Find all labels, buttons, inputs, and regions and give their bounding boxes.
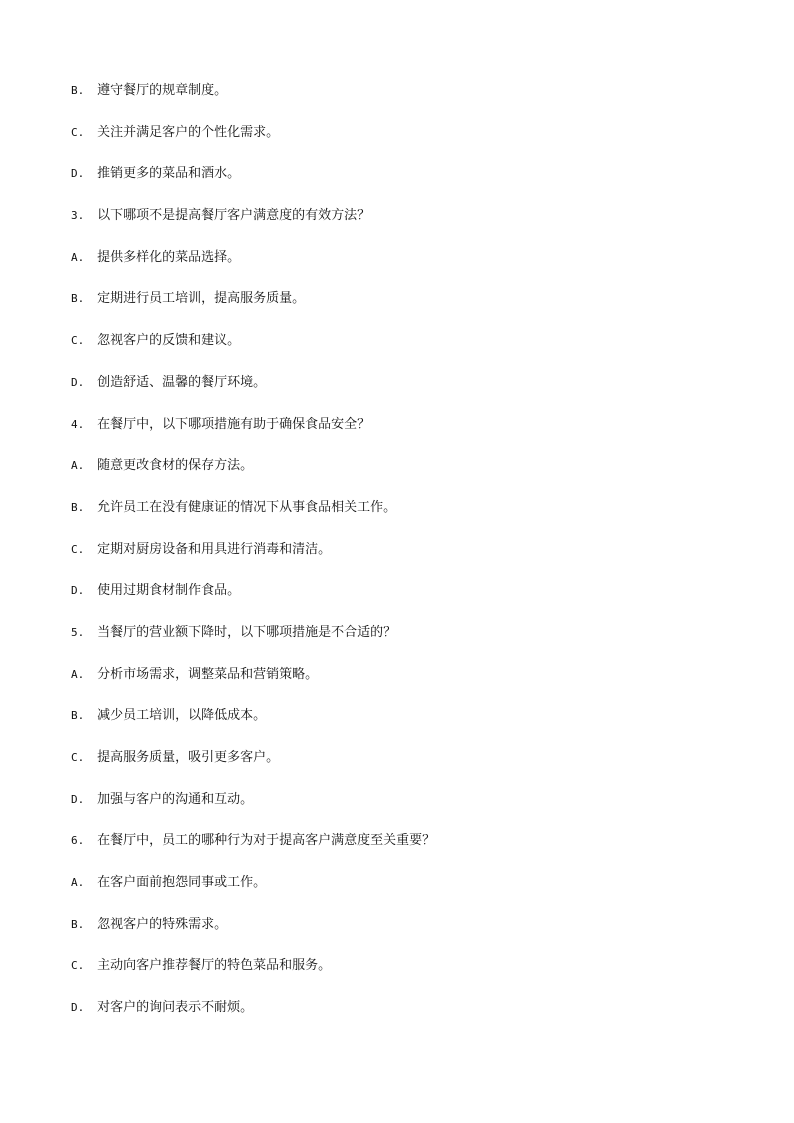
question-text: 在餐厅中，以下哪项措施有助于确保食品安全？ — [97, 416, 371, 432]
option-label: A. — [71, 459, 85, 473]
option-text: 忽视客户的特殊需求。 — [97, 916, 228, 932]
question-list — [71, 80, 751, 1039]
option-text: 定期进行员工培训，提高服务质量。 — [97, 291, 306, 307]
option-label: C. — [71, 542, 85, 556]
option-label: C. — [71, 334, 85, 348]
option-line — [71, 705, 751, 747]
question-line — [71, 414, 751, 456]
option-label: A. — [71, 667, 85, 681]
option-line — [71, 872, 751, 914]
question-text: 以下哪项不是提高餐厅客户满意度的有效方法？ — [97, 208, 371, 224]
option-label: B. — [71, 500, 85, 514]
question-number: 4. — [71, 417, 85, 431]
option-text: 对客户的询问表示不耐烦。 — [97, 1000, 254, 1016]
option-text: 提供多样化的菜品选择。 — [97, 249, 241, 265]
question-line — [71, 622, 751, 664]
question-line — [71, 205, 751, 247]
option-label: D. — [71, 792, 85, 806]
option-line — [71, 955, 751, 997]
option-text: 允许员工在没有健康证的情况下从事食品相关工作。 — [97, 499, 397, 515]
option-line — [71, 580, 751, 622]
option-label: B. — [71, 917, 85, 931]
option-line — [71, 163, 751, 205]
option-line — [71, 789, 751, 831]
option-label: A. — [71, 250, 85, 264]
option-text: 创造舒适、温馨的餐厅环境。 — [97, 374, 267, 390]
option-label: D. — [71, 584, 85, 598]
option-text: 随意更改食材的保存方法。 — [97, 458, 254, 474]
option-text: 减少员工培训，以降低成本。 — [97, 708, 267, 724]
option-line — [71, 80, 751, 122]
question-text: 当餐厅的营业额下降时，以下哪项措施是不合适的？ — [97, 624, 397, 640]
option-label: D. — [71, 167, 85, 181]
option-text: 遵守餐厅的规章制度。 — [97, 83, 228, 98]
option-text: 忽视客户的反馈和建议。 — [97, 333, 241, 349]
option-line — [71, 664, 751, 706]
option-label: C. — [71, 125, 85, 139]
option-line — [71, 247, 751, 289]
option-text: 推销更多的菜品和酒水。 — [97, 166, 241, 182]
option-text: 定期对厨房设备和用具进行消毒和清洁。 — [97, 541, 332, 557]
option-text: 分析市场需求，调整菜品和营销策略。 — [97, 666, 319, 682]
option-line — [71, 372, 751, 414]
option-line — [71, 288, 751, 330]
option-text: 在客户面前抱怨同事或工作。 — [97, 875, 267, 891]
option-label: C. — [71, 751, 85, 764]
option-text: 加强与客户的沟通和互动。 — [97, 791, 254, 807]
question-text: 在餐厅中，员工的哪种行为对于提高客户满意度至关重要？ — [97, 833, 436, 849]
option-label: B. — [71, 84, 85, 97]
option-line — [71, 997, 751, 1039]
option-text: 使用过期食材制作食品。 — [97, 583, 241, 599]
option-line — [71, 497, 751, 539]
option-label: A. — [71, 876, 85, 890]
question-line — [71, 830, 751, 872]
option-label: C. — [71, 959, 85, 973]
option-text: 关注并满足客户的个性化需求。 — [97, 124, 280, 140]
option-line — [71, 914, 751, 956]
option-label: B. — [71, 292, 85, 306]
option-line — [71, 539, 751, 581]
option-line — [71, 747, 751, 789]
option-label: B. — [71, 709, 85, 723]
option-text: 提高服务质量，吸引更多客户。 — [97, 750, 280, 765]
option-label: D. — [71, 375, 85, 389]
option-text: 主动向客户推荐餐厅的特色菜品和服务。 — [97, 958, 332, 974]
option-label: D. — [71, 1001, 85, 1015]
option-line — [71, 122, 751, 164]
option-line — [71, 455, 751, 497]
question-number: 3. — [71, 209, 85, 223]
question-number: 5. — [71, 625, 85, 639]
question-number: 6. — [71, 834, 85, 848]
option-line — [71, 330, 751, 372]
